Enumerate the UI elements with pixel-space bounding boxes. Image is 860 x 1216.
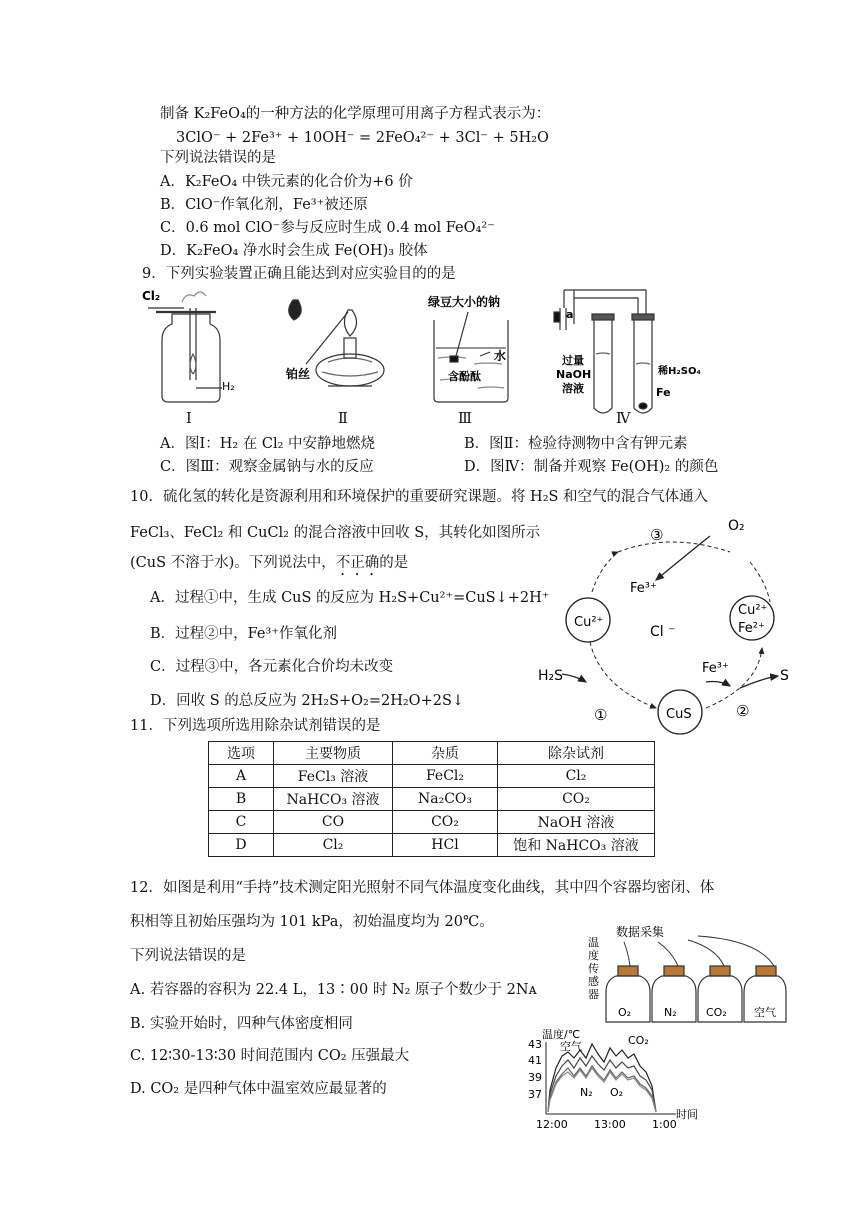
q12-option-b[interactable]: B. 实验开始时，四种气体密度相同 bbox=[130, 1016, 353, 1032]
table-header-cell: 主要物质 bbox=[274, 742, 393, 765]
q8-option-a[interactable]: A．K₂FeO₄ 中铁元素的化合价为+6 价 bbox=[160, 174, 413, 190]
fig4-fe-label: Fe bbox=[656, 386, 671, 399]
table-cell: D bbox=[209, 834, 274, 857]
q12-chart-ytick-41: 41 bbox=[528, 1054, 542, 1067]
q10-arrow-step1 bbox=[590, 642, 656, 708]
table-header-cell: 除杂试剂 bbox=[498, 742, 655, 765]
q10-fe3-bottom-arrow bbox=[706, 682, 730, 687]
q10-arrow-left-top bbox=[592, 556, 614, 592]
q8-intro: 制备 K₂FeO₄的一种方法的化学原理可用离子方程式表示为： bbox=[160, 106, 551, 122]
q10-option-c[interactable]: C．过程③中，各元素化合价均未改变 bbox=[150, 659, 394, 675]
q10-step3-label: ③ bbox=[650, 526, 664, 544]
fig4-h2so4-label: 稀H₂SO₄ bbox=[658, 366, 701, 377]
q10-option-b[interactable]: B．过程②中，Fe³⁺作氧化剂 bbox=[150, 626, 337, 642]
q12-sensor-char-4: 感 bbox=[588, 975, 599, 988]
table-cell: FeCl₃ 溶液 bbox=[274, 765, 393, 788]
table-row bbox=[209, 765, 655, 788]
q9-stem: 9．下列实验装置正确且能达到对应实验目的的是 bbox=[142, 266, 456, 282]
table-cell: CO bbox=[274, 811, 393, 834]
fig1-cl2-label: Cl₂ bbox=[142, 289, 161, 303]
q10-s-arrow bbox=[740, 676, 778, 688]
q9-apparatus-figure bbox=[138, 284, 718, 432]
table-cell: NaHCO₃ 溶液 bbox=[274, 788, 393, 811]
q10-stem-line3 bbox=[130, 555, 408, 579]
q10-arrow-step3 bbox=[618, 542, 730, 552]
table-cell: 饱和 NaHCO₃ 溶液 bbox=[498, 834, 655, 857]
table-row bbox=[209, 834, 655, 857]
q10-step2-label: ② bbox=[736, 702, 750, 720]
q10-o2-label: O₂ bbox=[728, 518, 745, 534]
q12-bottle-label-n2: N₂ bbox=[664, 1006, 677, 1019]
q12-curve-n2 bbox=[548, 1066, 656, 1112]
q12-wires bbox=[624, 936, 774, 966]
q10-stem-line1: 10．硫化氢的转化是资源利用和环境保护的重要研究课题。将 H₂S 和空气的混合气体通入 bbox=[130, 489, 709, 505]
q12-option-d[interactable]: D. CO₂ 是四种气体中温室效应最显著的 bbox=[130, 1081, 387, 1097]
q9-fig-number-3: Ⅲ bbox=[458, 411, 472, 427]
q11-purification-table bbox=[208, 741, 655, 857]
q11-stem: 11．下列选项所选用除杂试剂错误的是 bbox=[130, 718, 381, 734]
q12-series-label-n2: N₂ bbox=[580, 1086, 593, 1099]
q9-option-c[interactable]: C．图Ⅲ：观察金属钠与水的反应 bbox=[160, 459, 374, 475]
q8-option-c[interactable]: C．0.6 mol ClO⁻参与反应时生成 0.4 mol FeO₄²⁻ bbox=[160, 220, 495, 236]
table-header-cell: 选项 bbox=[209, 742, 274, 765]
q12-bottle-label-o2: O₂ bbox=[618, 1006, 632, 1019]
table-cell: CO₂ bbox=[393, 811, 498, 834]
fig1-gas-jar bbox=[148, 292, 222, 402]
q10-arrow-step2 bbox=[706, 648, 762, 708]
table-row bbox=[209, 788, 655, 811]
q10-stem-emphasis: 不正确 bbox=[335, 555, 380, 571]
table-cell: Cl₂ bbox=[274, 834, 393, 857]
table-cell: CO₂ bbox=[498, 788, 655, 811]
fig1-h2-label: H₂ bbox=[222, 380, 235, 393]
q12-sensor-char-5: 器 bbox=[588, 988, 599, 1001]
q12-figure bbox=[528, 918, 792, 1134]
fig3-water-label: 水 bbox=[494, 349, 507, 363]
q12-chart-ytick-37: 37 bbox=[528, 1088, 542, 1101]
q10-cu2-label: Cu²⁺ bbox=[574, 615, 604, 630]
q10-fe3-bottom-label: Fe³⁺ bbox=[702, 661, 729, 676]
q8-option-b[interactable]: B．ClO⁻作氧化剂，Fe³⁺被还原 bbox=[160, 197, 368, 213]
q12-chart-ytick-39: 39 bbox=[528, 1071, 542, 1084]
q12-sensor-char-3: 传 bbox=[588, 962, 599, 975]
q10-option-d[interactable]: D．回收 S 的总反应为 2H₂S+O₂=2H₂O+2S↓ bbox=[150, 693, 465, 709]
q9-fig-number-4: Ⅳ bbox=[616, 411, 631, 427]
table-cell: HCl bbox=[393, 834, 498, 857]
q12-stem-line2: 积相等且初始压强均为 101 kPa，初始温度均为 20℃。 bbox=[130, 914, 494, 930]
q12-chart-xtick-100: 1:00 bbox=[652, 1118, 677, 1131]
q12-sensor-char-1: 温 bbox=[588, 936, 599, 949]
table-cell: Na₂CO₃ bbox=[393, 788, 498, 811]
table-cell: A bbox=[209, 765, 274, 788]
q12-chart-xtick-1300: 13:00 bbox=[594, 1118, 626, 1131]
q12-data-collect-label: 数据采集 bbox=[616, 925, 665, 939]
q10-option-a[interactable]: A．过程①中，生成 CuS 的反应为 H₂S+Cu²⁺=CuS↓+2H⁺ bbox=[150, 590, 550, 606]
fig4-a-label: a bbox=[566, 308, 574, 321]
q12-stem-line1: 12．如图是利用“手持”技术测定阳光照射不同气体温度变化曲线，其中四个容器均密闭、体 bbox=[130, 880, 715, 896]
table-cell: Cl₂ bbox=[498, 765, 655, 788]
q10-fe2-right-label: Fe²⁺ bbox=[738, 621, 765, 636]
fig4-naoh-label-1: 过量 bbox=[562, 354, 584, 367]
q10-cycle-diagram bbox=[530, 512, 800, 736]
q10-stem-post: 的是 bbox=[379, 555, 409, 571]
q12-chart-ylabel: 温度/℃ bbox=[542, 1028, 581, 1041]
fig4-naoh-label-3: 溶液 bbox=[562, 382, 584, 395]
q12-chart-xtick-1200: 12:00 bbox=[536, 1118, 568, 1131]
q12-chart-ytick-43: 43 bbox=[528, 1038, 542, 1051]
q12-series-label-co2: CO₂ bbox=[628, 1034, 649, 1047]
q10-cus-label: CuS bbox=[666, 707, 692, 722]
q9-fig-number-2: Ⅱ bbox=[338, 411, 348, 427]
q12-chart-curves bbox=[548, 1044, 656, 1112]
q9-option-b[interactable]: B．图Ⅱ：检验待测物中含有钾元素 bbox=[464, 436, 688, 452]
q8-equation: 3ClO⁻ + 2Fe³⁺ + 10OH⁻ = 2FeO₄²⁻ + 3Cl⁻ + 5H₂O bbox=[176, 130, 549, 146]
table-cell: C bbox=[209, 811, 274, 834]
table-row bbox=[209, 811, 655, 834]
q12-chart-xlabel: 时间 bbox=[676, 1108, 698, 1121]
fig2-pt-wire-label: 铂丝 bbox=[286, 367, 311, 381]
q12-option-a[interactable]: A. 若容器的容积为 22.4 L，13∶00 时 N₂ 原子个数少于 2Nᴀ bbox=[130, 982, 537, 998]
q10-h2s-arrow bbox=[562, 674, 586, 682]
q12-series-label-o2: O₂ bbox=[610, 1086, 624, 1099]
q8-option-d[interactable]: D．K₂FeO₄ 净水时会生成 Fe(OH)₃ 胶体 bbox=[160, 243, 428, 259]
table-cell: B bbox=[209, 788, 274, 811]
q8-prompt: 下列说法错误的是 bbox=[160, 150, 276, 166]
q9-fig-number-1: Ⅰ bbox=[186, 411, 192, 427]
q10-cl-label: Cl ⁻ bbox=[650, 624, 676, 640]
table-header-cell: 杂质 bbox=[393, 742, 498, 765]
q10-h2s-label: H₂S bbox=[538, 668, 564, 684]
fig3-na-label: 绿豆大小的钠 bbox=[428, 295, 501, 309]
fig3-phenol-label: 含酚酞 bbox=[448, 370, 481, 383]
q10-step1-label: ① bbox=[594, 706, 608, 724]
q10-stem-line2: FeCl₃、FeCl₂ 和 CuCl₂ 的混合溶液中回收 S，其转化如图所示 bbox=[130, 525, 541, 541]
q12-prompt: 下列说法错误的是 bbox=[130, 948, 246, 964]
table-cell: NaOH 溶液 bbox=[498, 811, 655, 834]
q10-cu2-right-label: Cu²⁺ bbox=[738, 603, 768, 618]
q10-s-label: S bbox=[780, 668, 789, 684]
q12-bottle-label-co2: CO₂ bbox=[706, 1006, 727, 1019]
q10-stem-pre: (CuS 不溶于水)。下列说法中， bbox=[130, 555, 336, 571]
q12-sensor-char-2: 度 bbox=[588, 949, 599, 962]
table-header-row bbox=[209, 742, 655, 765]
q10-fe3-top-label: Fe³⁺ bbox=[630, 581, 657, 596]
q12-option-c[interactable]: C. 12∶30-13∶30 时间范围内 CO₂ 压强最大 bbox=[130, 1048, 410, 1064]
q12-bottle-label-air: 空气 bbox=[754, 1006, 776, 1019]
q9-option-a[interactable]: A．图Ⅰ：H₂ 在 Cl₂ 中安静地燃烧 bbox=[160, 436, 376, 452]
fig4-naoh-label-2: NaOH bbox=[556, 368, 592, 381]
q12-series-label-air: 空气 bbox=[560, 1040, 582, 1053]
table-cell: FeCl₂ bbox=[393, 765, 498, 788]
q9-option-d[interactable]: D．图Ⅳ：制备并观察 Fe(OH)₂ 的颜色 bbox=[464, 459, 719, 475]
